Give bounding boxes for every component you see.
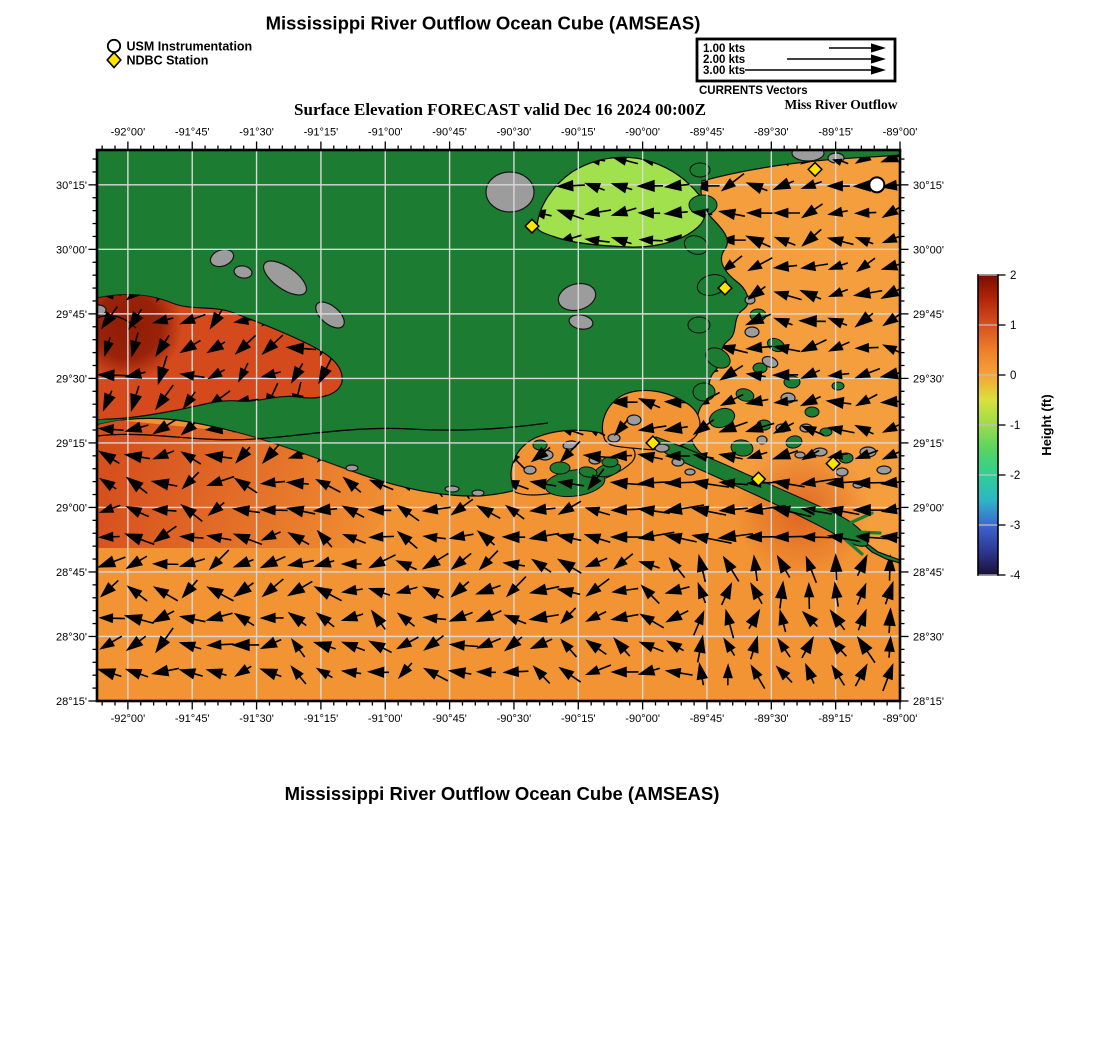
island-patch [795, 452, 805, 458]
island-patch [877, 466, 891, 474]
island-patch [685, 469, 695, 475]
colorbar-tick-label: 1 [1010, 320, 1017, 332]
y-axis-tick-label-left: 30°00' [56, 244, 87, 257]
x-axis-tick-label-bottom: -90°30' [496, 713, 532, 725]
region-label: Miss River Outflow [784, 97, 898, 112]
x-axis-tick-label-bottom: -89°45' [689, 713, 725, 725]
x-axis-tick-label-bottom: -91°45' [174, 713, 210, 725]
currents-scale-arrowhead [871, 43, 886, 52]
ndbc-legend-label: NDBC Station [126, 53, 209, 68]
y-axis-tick-label-left: 29°00' [56, 502, 87, 515]
x-axis-tick-label-top: -89°15' [818, 126, 853, 139]
currents-scale-arrowhead [871, 54, 886, 63]
colorbar-label: Height (ft) [1039, 394, 1054, 456]
page-title: Mississippi River Outflow Ocean Cube (AMSEAS) [265, 12, 701, 34]
marsh-patch [550, 462, 570, 474]
currents-scale-arrowhead [871, 65, 886, 74]
colorbar-tick-label: 2 [1010, 270, 1017, 282]
marsh-patch [805, 407, 819, 417]
island-patch [346, 465, 358, 471]
usm-station-marker [869, 177, 884, 192]
y-axis-tick-label-right: 29°00' [913, 502, 944, 515]
y-axis-tick-label-right: 28°15' [913, 696, 944, 708]
colorbar-tick-label: 0 [1010, 370, 1017, 382]
marsh-patch [602, 457, 618, 467]
y-axis-tick-label-left: 28°45' [56, 566, 87, 579]
island-patch [524, 466, 536, 474]
x-axis-tick-label-bottom: -89°15' [818, 713, 853, 725]
colorbar-tick-label: -1 [1010, 420, 1021, 432]
y-axis-tick-label-right: 28°45' [913, 566, 944, 579]
island-patch [836, 468, 848, 476]
currents-scale-label: 2.00 kts [703, 54, 746, 66]
x-axis-tick-label-top: -91°45' [174, 126, 210, 139]
y-axis-tick-label-left: 29°15' [56, 437, 87, 450]
y-axis-tick-label-right: 30°15' [913, 179, 944, 192]
island-patch [472, 490, 484, 496]
usm-legend-icon [108, 40, 120, 52]
x-axis-tick-label-top: -89°00' [882, 126, 918, 139]
y-axis-tick-label-right: 29°45' [913, 308, 944, 321]
ndbc-legend-icon [107, 53, 121, 68]
x-axis-tick-label-top: -90°30' [496, 126, 532, 139]
page-footer-title: Mississippi River Outflow Ocean Cube (AMSEAS) [284, 783, 720, 804]
x-axis-tick-label-bottom: -92°00' [110, 713, 146, 725]
colorbar [978, 270, 1054, 582]
currents-scale-label: 1.00 kts [703, 43, 746, 55]
colorbar-tick-label: -4 [1010, 570, 1021, 582]
island-patch [745, 327, 759, 337]
currents-scale-caption: CURRENTS Vectors [699, 85, 808, 97]
map-panel [56, 127, 944, 726]
island-patch [445, 486, 459, 492]
island-patch [627, 415, 641, 425]
y-axis-tick-label-right: 28°30' [913, 631, 944, 644]
y-axis-tick-label-right: 29°15' [913, 437, 944, 450]
x-axis-tick-label-bottom: -90°00' [625, 713, 660, 725]
plot-subtitle: Surface Elevation FORECAST valid Dec 16 2024 00:00Z [294, 100, 706, 119]
island-patch [608, 434, 620, 442]
x-axis-tick-label-top: -89°30' [753, 126, 789, 139]
y-axis-tick-label-left: 29°30' [56, 373, 87, 386]
marsh-patch [693, 383, 715, 401]
station-legend [107, 40, 252, 68]
currents-scale-label: 3.00 kts [703, 65, 746, 77]
x-axis-tick-label-bottom: -90°15' [560, 713, 596, 725]
x-axis-tick-label-top: -92°00' [110, 126, 146, 139]
x-axis-tick-label-bottom: -89°00' [882, 713, 918, 725]
y-axis-tick-label-right: 30°00' [913, 244, 944, 257]
island-patch [486, 172, 534, 212]
x-axis-tick-label-bottom: -91°30' [239, 713, 274, 725]
x-axis-tick-label-top: -90°45' [432, 126, 467, 139]
x-axis-tick-label-top: -90°15' [560, 126, 596, 139]
x-axis-tick-label-top: -89°45' [689, 126, 725, 139]
x-axis-tick-label-top: -91°00' [367, 126, 403, 139]
x-axis-tick-label-bottom: -91°15' [303, 713, 339, 725]
marsh-patch [533, 440, 547, 450]
y-axis-tick-label-left: 30°15' [56, 179, 87, 192]
y-axis-tick-label-right: 29°30' [913, 373, 944, 386]
currents-scale-box [697, 39, 898, 112]
x-axis-tick-label-top: -91°30' [239, 126, 274, 139]
colorbar-tick-label: -3 [1010, 520, 1021, 532]
x-axis-tick-label-bottom: -89°30' [753, 713, 789, 725]
x-axis-tick-label-top: -90°00' [625, 126, 660, 139]
usm-legend-label: USM Instrumentation [126, 39, 253, 54]
x-axis-tick-label-bottom: -90°45' [432, 713, 467, 725]
colorbar-tick-label: -2 [1010, 470, 1021, 482]
y-axis-tick-label-left: 28°15' [56, 696, 87, 708]
y-axis-tick-label-left: 29°45' [56, 308, 87, 321]
x-axis-tick-label-bottom: -91°00' [367, 713, 403, 725]
x-axis-tick-label-top: -91°15' [303, 126, 339, 139]
y-axis-tick-label-left: 28°30' [56, 631, 87, 644]
marsh-patch [832, 382, 844, 390]
